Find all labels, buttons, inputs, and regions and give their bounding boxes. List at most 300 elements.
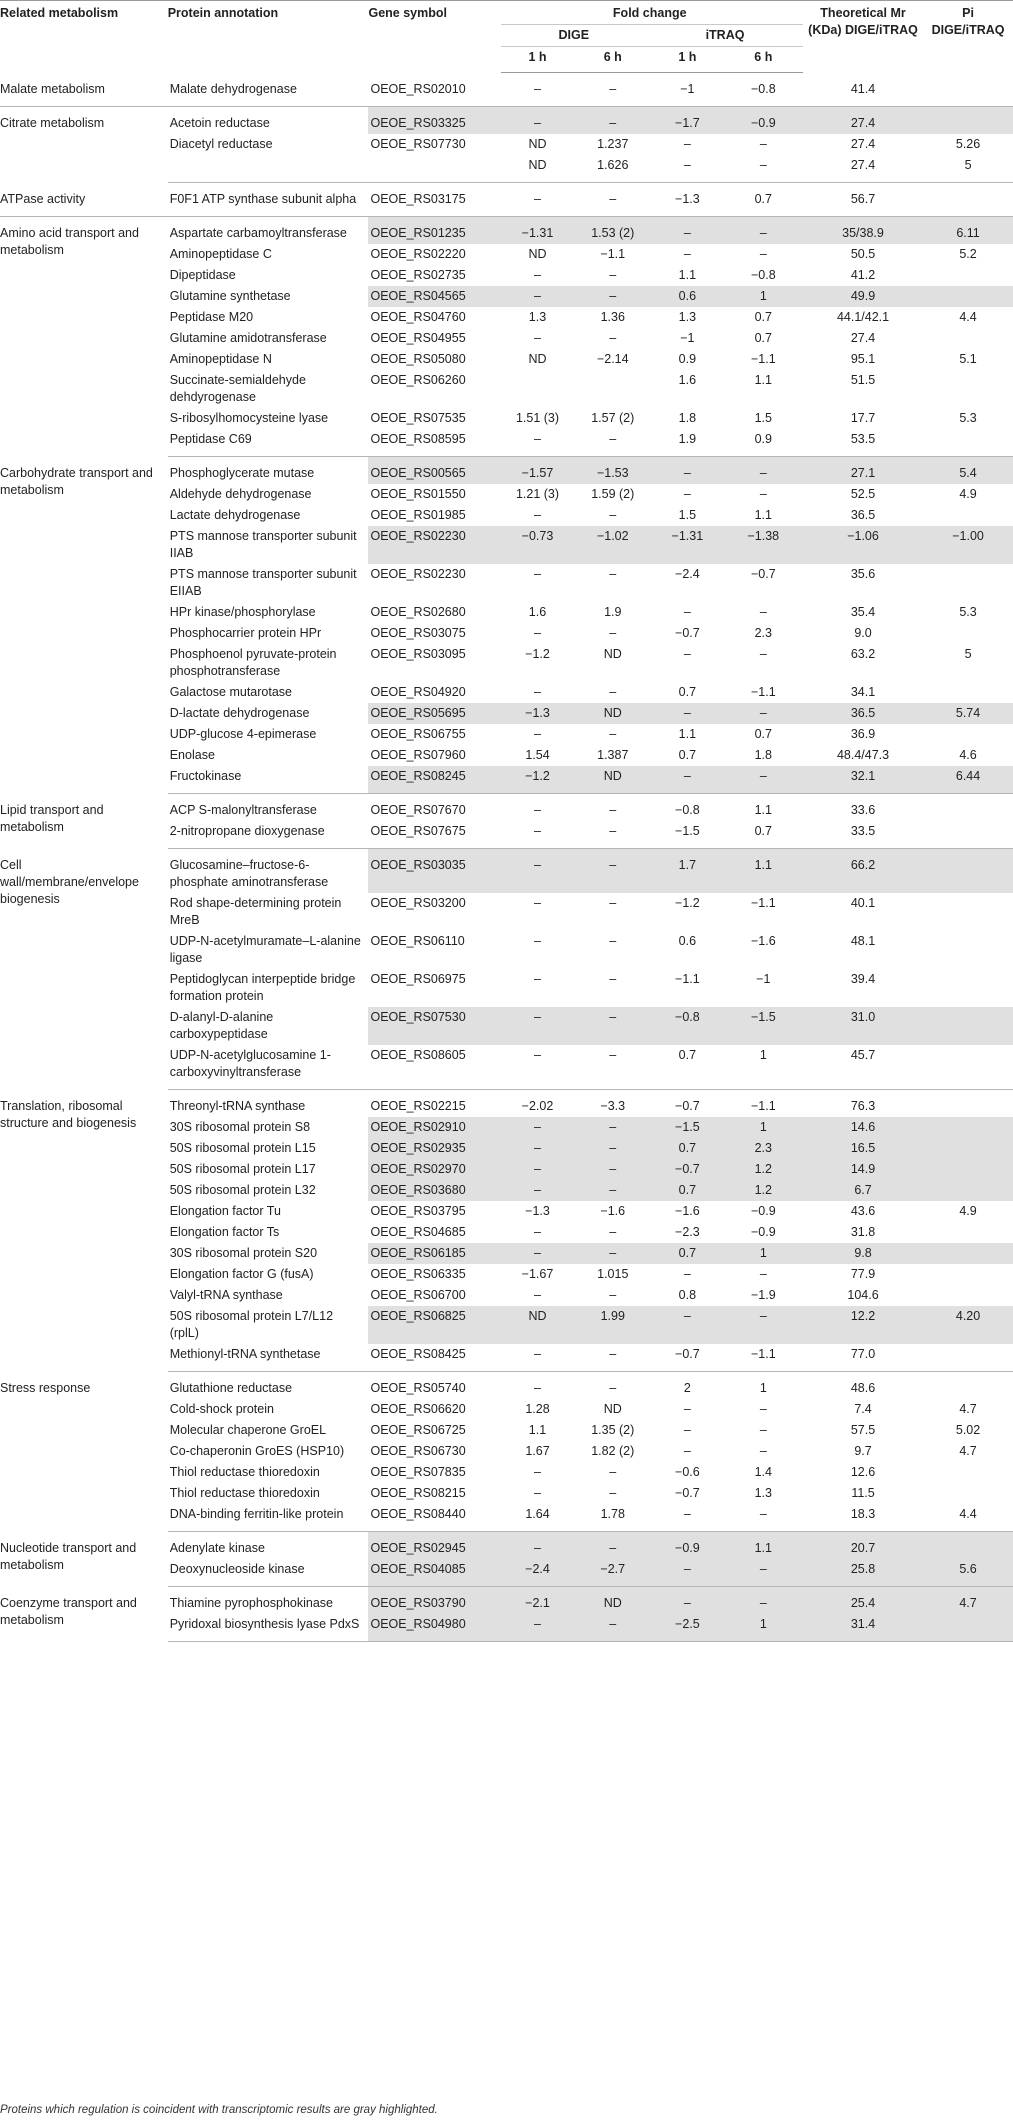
itraq-6h-cell: – [728,155,803,183]
pi-cell [927,1344,1013,1372]
protein-cell: Enolase [169,748,215,762]
table-row [0,73,1013,107]
pi-cell [927,969,1013,1007]
pi-cell: 4.6 [959,748,977,762]
dige-6h-cell: – [609,268,617,282]
dige-1h-cell: −1.3 [501,703,579,724]
pi-cell [927,1117,1013,1138]
dige-6h-cell: −1.53 [578,457,651,485]
itraq-1h-cell: 0.7 [651,1045,728,1090]
category-cell: Translation, ribosomal structure and biogenesis [0,1098,137,1130]
dige-6h-cell: – [609,934,617,948]
mr-cell: 48.4/47.3 [836,748,890,762]
protein-cell: Thiol reductase thioredoxin [169,1465,320,1479]
dige-6h-cell: – [609,685,617,699]
gene-cell: OEOE_RS03680 [368,1180,500,1201]
itraq-6h-cell: – [728,457,803,485]
dige-6h-cell: 1.59 (2) [591,487,635,501]
pi-cell [927,794,1013,822]
protein-cell: Phosphoglycerate mutase [169,466,315,480]
dige-1h-cell: ND [528,137,547,151]
itraq-6h-cell: 1 [728,1045,803,1090]
itraq-6h-cell: – [728,217,803,245]
protein-cell: Peptidase M20 [169,310,254,324]
category-cell: Coenzyme transport and metabolism [0,1595,137,1627]
dige-6h-cell: −1.6 [600,1204,626,1218]
dige-1h-cell: 1.28 [525,1402,550,1416]
protein-cell: Peptidoglycan interpeptide bridge formation protein [169,972,356,1003]
itraq-1h-cell: −1.5 [651,1117,728,1138]
mr-cell: 76.3 [850,1099,876,1113]
dige-6h-cell: −2.14 [596,352,629,366]
pi-cell [927,1243,1013,1264]
protein-cell: Phosphocarrier protein HPr [169,626,322,640]
itraq-1h-cell: −1.31 [651,526,728,564]
itraq-1h-cell: 0.7 [651,1180,728,1201]
dige-1h-cell: −1.31 [501,217,579,245]
gene-cell: OEOE_RS02935 [368,1138,500,1159]
mr-cell: 77.0 [803,1344,927,1372]
dige-6h-cell: 1.82 (2) [591,1444,635,1458]
gene-cell: OEOE_RS02215 [370,1099,466,1113]
mr-cell: 7.4 [854,1402,872,1416]
dige-1h-cell: – [534,803,541,817]
mr-cell: 33.5 [803,821,927,849]
gene-cell: OEOE_RS07835 [370,1465,466,1479]
protein-cell: Aminopeptidase N [169,352,272,366]
gene-cell: OEOE_RS06825 [368,1306,500,1344]
gene-cell: OEOE_RS02230 [368,526,500,564]
mr-cell: 14.9 [803,1159,927,1180]
mr-cell: 49.9 [803,286,927,307]
itraq-6h-cell: – [759,137,767,151]
pi-cell [927,1222,1013,1243]
protein-cell: S-ribosylhomocysteine lyase [169,411,329,425]
header-row-1 [0,1,1013,25]
dige-6h-cell: 1.36 [600,310,625,324]
mr-cell: 12.2 [803,1306,927,1344]
protein-cell: Diacetyl reductase [169,137,273,151]
pi-cell [927,370,1013,408]
pi-cell [927,1285,1013,1306]
itraq-1h-cell: – [651,703,728,724]
dige-6h-cell: – [578,1138,651,1159]
pi-cell: 5.6 [927,1559,1013,1587]
dige-1h-cell: – [501,1344,579,1372]
table-body [0,73,1013,1642]
header-related: Related metabolism [0,1,168,73]
protein-cell: Glutamine amidotransferase [169,331,327,345]
dige-6h-cell: ND [603,1402,622,1416]
itraq-6h-cell: 1.5 [754,411,772,425]
dige-6h-cell: – [578,107,651,135]
protein-cell: 50S ribosomal protein L32 [169,1183,316,1197]
itraq-1h-cell: – [683,487,691,501]
mr-cell: 31.8 [850,1225,876,1239]
gene-cell: OEOE_RS03325 [368,107,500,135]
pi-cell: 6.11 [927,217,1013,245]
dige-6h-cell: ND [603,647,622,661]
category-cell: Malate metabolism [0,73,168,107]
dige-6h-cell: – [578,821,651,849]
itraq-6h-cell: 0.9 [728,429,803,457]
mr-cell: 45.7 [803,1045,927,1090]
itraq-6h-cell: – [728,1504,803,1532]
itraq-1h-cell: −0.8 [651,1007,728,1045]
protein-cell: Acetoin reductase [169,116,270,130]
itraq-1h-cell: −0.8 [675,803,700,817]
pi-cell [927,1045,1013,1090]
dige-6h-cell: 1.53 (2) [578,217,651,245]
gene-cell: OEOE_RS03790 [368,1587,500,1615]
itraq-6h-cell: −1.1 [750,685,776,699]
dige-1h-cell: – [534,1225,541,1239]
gene-cell: OEOE_RS03175 [368,183,500,217]
pi-cell [927,183,1013,217]
itraq-6h-cell: −0.9 [750,1204,776,1218]
pi-cell [927,1007,1013,1045]
table-row [0,1587,1013,1615]
mr-cell: 36.5 [850,508,876,522]
itraq-1h-cell: 0.9 [678,352,697,366]
category-cell: Carbohydrate transport and metabolism [0,465,153,497]
dige-1h-cell: – [501,1180,579,1201]
dige-1h-cell: – [534,1288,541,1302]
header-mr: Theoretical Mr (KDa) DIGE/iTRAQ [803,1,927,73]
mr-cell: 41.4 [803,73,927,107]
gene-cell: OEOE_RS06700 [370,1288,466,1302]
gene-cell: OEOE_RS01985 [370,508,466,522]
pi-cell: 5.4 [927,457,1013,485]
protein-cell: PTS mannose transporter subunit EIIAB [169,567,357,598]
pi-cell [927,564,1013,602]
itraq-1h-cell: – [683,1423,691,1437]
category-cell: ATPase activity [0,183,168,217]
itraq-1h-cell: 1.3 [678,310,697,324]
gene-cell: OEOE_RS03795 [370,1204,466,1218]
dige-6h-cell: 1.78 [578,1504,651,1532]
itraq-1h-cell: – [651,766,728,794]
table-row [0,457,1013,485]
pi-cell: 6.44 [927,766,1013,794]
header-itraq-6h: 6 h [728,47,803,73]
itraq-6h-cell: −0.8 [728,73,803,107]
category-cell: Amino acid transport and metabolism [0,226,139,257]
dige-1h-cell [501,370,579,408]
itraq-6h-cell: 0.7 [754,331,772,345]
dige-6h-cell: – [609,508,617,522]
dige-6h-cell: – [609,803,617,817]
protein-cell: UDP-N-acetylmuramate–L-alanine ligase [169,934,361,965]
gene-cell: OEOE_RS08215 [370,1486,466,1500]
dige-6h-cell: – [609,1486,617,1500]
dige-1h-cell: −1.2 [525,647,550,661]
header-itraq: iTRAQ [651,25,803,47]
itraq-6h-cell: 1.1 [754,373,772,387]
itraq-1h-cell: −0.7 [651,1159,728,1180]
dige-6h-cell: ND [578,766,651,794]
mr-cell: 27.4 [850,331,876,345]
pi-cell [927,623,1013,644]
dige-1h-cell: – [501,849,579,894]
itraq-6h-cell: 1.1 [754,803,772,817]
pi-cell [927,1532,1013,1560]
itraq-6h-cell: 1.1 [728,1532,803,1560]
dige-1h-cell: 1.67 [525,1444,550,1458]
protein-cell: Lactate dehydrogenase [169,508,301,522]
mr-cell: 34.1 [850,685,876,699]
gene-cell: OEOE_RS02970 [368,1159,500,1180]
gene-cell: OEOE_RS08605 [368,1045,500,1090]
dige-1h-cell: ND [501,155,579,183]
dige-1h-cell: – [501,183,579,217]
dige-1h-cell: – [534,934,541,948]
dige-1h-cell: – [501,107,579,135]
mr-cell: 32.1 [803,766,927,794]
dige-1h-cell: – [534,331,541,345]
mr-cell: 43.6 [850,1204,876,1218]
table-row [0,107,1013,135]
dige-6h-cell: – [578,1344,651,1372]
itraq-6h-cell: −1 [756,972,771,986]
protein-cell: Valyl-tRNA synthase [169,1288,283,1302]
itraq-6h-cell: – [759,247,767,261]
gene-cell [368,155,500,183]
pi-cell: 4.4 [959,310,977,324]
dige-6h-cell: – [578,286,651,307]
mr-cell: 66.2 [803,849,927,894]
itraq-6h-cell: 1 [759,1381,767,1395]
itraq-1h-cell: 1.7 [651,849,728,894]
pi-cell [927,849,1013,894]
gene-cell: OEOE_RS06755 [370,727,466,741]
dige-6h-cell: – [578,849,651,894]
gene-cell: OEOE_RS08245 [368,766,500,794]
mr-cell: 27.4 [803,107,927,135]
table-row [0,794,1013,822]
itraq-1h-cell: −1.6 [675,1204,700,1218]
dige-6h-cell: – [578,1159,651,1180]
mr-cell: 36.9 [850,727,876,741]
pi-cell: 4.7 [959,1402,977,1416]
pi-cell: 4.9 [959,487,977,501]
mr-cell: 14.6 [803,1117,927,1138]
pi-cell: 5.02 [955,1423,981,1437]
protein-cell: Peptidase C69 [168,429,369,457]
itraq-6h-cell: 1.2 [728,1159,803,1180]
dige-1h-cell: ND [528,352,547,366]
protein-cell: Threonyl-tRNA synthase [169,1099,306,1113]
protein-cell: Deoxynucleoside kinase [168,1559,369,1587]
footnote: Proteins which regulation is coincident with transcriptomic results are gray highlighted. [0,2104,438,2116]
pi-cell [927,821,1013,849]
gene-cell: OEOE_RS02680 [370,605,466,619]
dige-1h-cell: – [534,1381,541,1395]
itraq-6h-cell: 2.3 [754,626,772,640]
dige-1h-cell: – [534,1486,541,1500]
itraq-1h-cell: – [683,1444,691,1458]
itraq-1h-cell: – [683,1402,691,1416]
itraq-6h-cell: – [728,703,803,724]
itraq-1h-cell: −1.1 [675,972,700,986]
pi-cell: 5.74 [927,703,1013,724]
gene-cell: OEOE_RS06730 [370,1444,466,1458]
dige-1h-cell: – [501,1532,579,1560]
header-gene: Gene symbol [368,1,500,73]
gene-cell: OEOE_RS08425 [368,1344,500,1372]
protein-cell: Co-chaperonin GroES (HSP10) [169,1444,345,1458]
itraq-6h-cell: 0.7 [754,727,772,741]
itraq-6h-cell: −1.1 [750,1099,776,1113]
dige-6h-cell: 1.99 [578,1306,651,1344]
itraq-6h-cell: – [759,605,767,619]
itraq-6h-cell: – [759,1423,767,1437]
mr-cell: 53.5 [803,429,927,457]
itraq-1h-cell: −1.2 [675,896,700,910]
itraq-6h-cell: 1.1 [754,508,772,522]
dige-1h-cell: – [501,73,579,107]
itraq-1h-cell: – [683,247,691,261]
dige-6h-cell: −3.3 [600,1099,626,1113]
protein-cell: Elongation factor Ts [169,1225,280,1239]
mr-cell: 9.7 [854,1444,872,1458]
dige-1h-cell: – [501,1159,579,1180]
mr-cell: 50.5 [850,247,876,261]
header-protein: Protein annotation [168,1,369,73]
gene-cell: OEOE_RS06260 [370,373,466,387]
protein-cell: 2-nitropropane dioxygenase [168,821,369,849]
mr-cell: 27.4 [803,155,927,183]
dige-6h-cell: – [609,567,617,581]
itraq-6h-cell: – [728,1306,803,1344]
dige-6h-cell: – [578,1007,651,1045]
mr-cell: 104.6 [847,1288,879,1302]
protein-cell: D-lactate dehydrogenase [169,706,310,720]
dige-1h-cell: 1.1 [528,1423,547,1437]
gene-cell: OEOE_RS06335 [370,1267,466,1281]
dige-1h-cell: 1.3 [528,310,547,324]
itraq-6h-cell: – [759,1267,767,1281]
mr-cell: 48.1 [850,934,876,948]
gene-cell: OEOE_RS02735 [370,268,466,282]
protein-cell: 50S ribosomal protein L15 [169,1141,316,1155]
dige-1h-cell: −1.67 [521,1267,554,1281]
pi-cell [927,1090,1013,1118]
gene-cell: OEOE_RS01550 [370,487,466,501]
itraq-1h-cell: −0.6 [675,1465,700,1479]
header-fold-change: Fold change [501,1,803,25]
pi-cell [927,286,1013,307]
itraq-1h-cell: – [651,155,728,183]
dige-6h-cell: – [578,183,651,217]
protein-cell: 50S ribosomal protein L7/L12 (rplL) [169,1309,334,1340]
itraq-1h-cell: −0.7 [675,626,700,640]
dige-6h-cell: – [578,1045,651,1090]
pi-cell [927,1264,1013,1285]
mr-cell: 56.7 [803,183,927,217]
protein-cell: Malate dehydrogenase [168,73,369,107]
itraq-1h-cell: −1 [651,73,728,107]
pi-cell [927,107,1013,135]
table-row [0,1532,1013,1560]
dige-1h-cell: – [534,268,541,282]
pi-cell [927,1483,1013,1504]
protein-cell: Aspartate carbamoyltransferase [169,226,347,240]
gene-cell: OEOE_RS04085 [368,1559,500,1587]
mr-cell: 51.5 [850,373,876,387]
pi-cell: 4.4 [927,1504,1013,1532]
gene-cell: OEOE_RS04685 [370,1225,466,1239]
gene-cell: OEOE_RS02945 [368,1532,500,1560]
pi-cell: 5.2 [959,247,977,261]
pi-cell [927,73,1013,107]
mr-cell: 20.7 [803,1532,927,1560]
mr-cell: 35.6 [850,567,876,581]
dige-6h-cell: – [609,727,617,741]
dige-1h-cell: – [534,972,541,986]
dige-6h-cell: – [609,626,617,640]
gene-cell: OEOE_RS02910 [368,1117,500,1138]
dige-6h-cell: −2.7 [578,1559,651,1587]
pi-cell [927,1462,1013,1483]
header-pi: Pi DIGE/iTRAQ [927,1,1013,73]
category-cell: Lipid transport and metabolism [0,802,104,834]
protein-cell: Fructokinase [168,766,369,794]
dige-6h-cell: 1.237 [597,137,629,151]
mr-cell: 77.9 [850,1267,876,1281]
dige-6h-cell: 1.57 (2) [591,411,635,425]
itraq-6h-cell: – [728,766,803,794]
gene-cell: OEOE_RS01235 [368,217,500,245]
gene-cell: OEOE_RS03075 [370,626,466,640]
gene-cell: OEOE_RS07530 [368,1007,500,1045]
gene-cell: OEOE_RS03035 [368,849,500,894]
mr-cell: −1.06 [803,526,927,564]
table-row [0,849,1013,894]
protein-cell [168,155,369,183]
gene-cell: OEOE_RS06185 [368,1243,500,1264]
dige-1h-cell: – [501,821,579,849]
protein-cell: 30S ribosomal protein S20 [169,1246,318,1260]
protein-cell: Thiamine pyrophosphokinase [169,1596,334,1610]
protein-cell: Aldehyde dehydrogenase [169,487,312,501]
dige-1h-cell: – [501,1117,579,1138]
protein-cell: Pyridoxal biosynthesis lyase PdxS [168,1614,369,1642]
gene-cell: OEOE_RS04980 [368,1614,500,1642]
gene-cell: OEOE_RS00565 [368,457,500,485]
dige-1h-cell: – [501,1243,579,1264]
pi-cell: 5.3 [959,605,977,619]
mr-cell: 35/38.9 [803,217,927,245]
dige-1h-cell: – [501,286,579,307]
dige-1h-cell: – [534,685,541,699]
dige-1h-cell: – [534,727,541,741]
itraq-6h-cell: 1 [728,286,803,307]
gene-cell: OEOE_RS06725 [370,1423,466,1437]
category-cell: Stress response [0,1380,91,1395]
gene-cell: OEOE_RS07670 [370,803,466,817]
gene-cell: OEOE_RS08440 [368,1504,500,1532]
gene-cell: OEOE_RS05695 [368,703,500,724]
itraq-6h-cell: 0.7 [728,183,803,217]
pi-cell [927,429,1013,457]
itraq-1h-cell: – [651,1587,728,1615]
mr-cell: 11.5 [851,1486,875,1500]
dige-1h-cell: 1.21 (3) [515,487,560,501]
itraq-6h-cell: – [759,487,767,501]
dige-6h-cell: 1.9 [604,605,622,619]
itraq-1h-cell: – [683,647,691,661]
